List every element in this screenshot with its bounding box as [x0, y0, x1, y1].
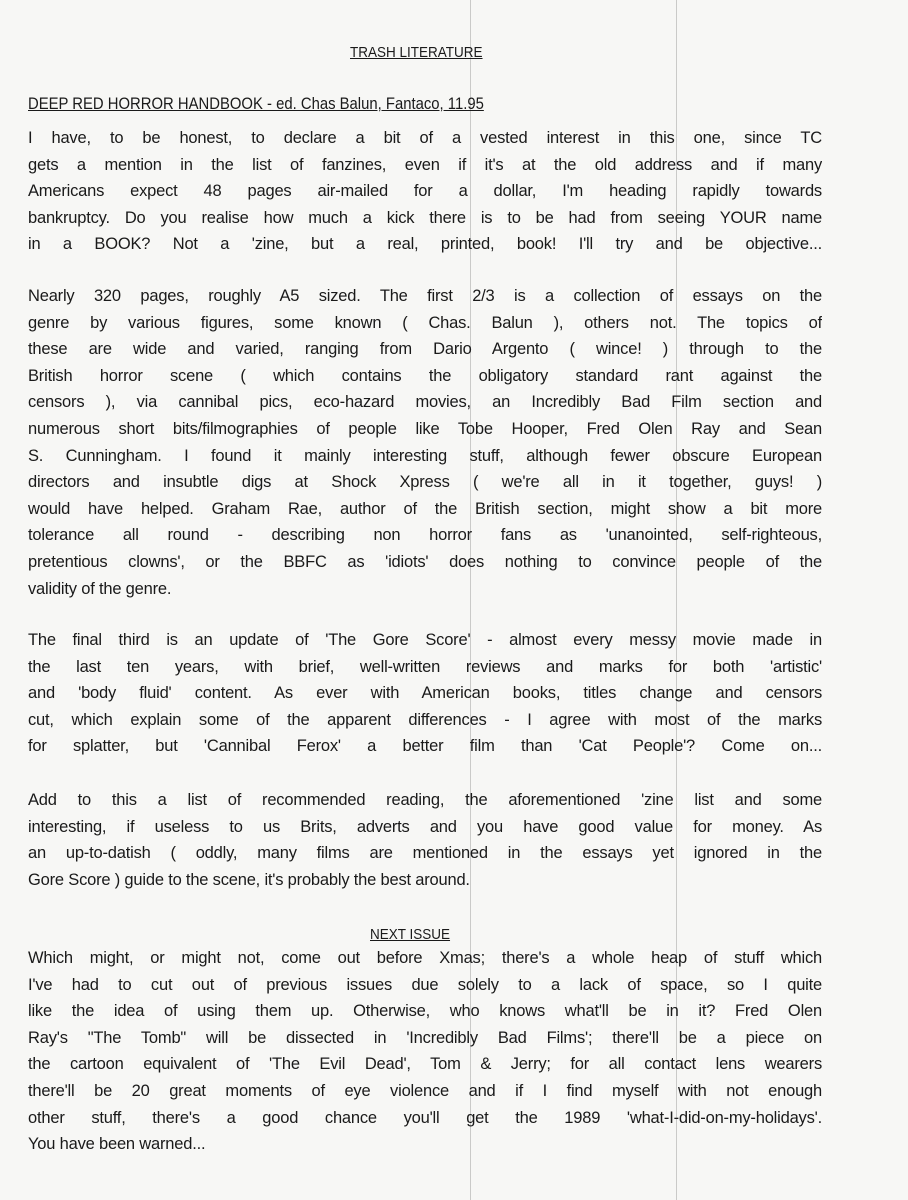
text-line: there'll be 20 great moments of eye violence and if I find myself with not enough — [28, 1081, 822, 1100]
paragraph-4 — [28, 787, 822, 893]
text-line: Nearly 320 pages, roughly A5 sized. The first 2/3 is a collection of essays on the — [28, 287, 822, 305]
text-line: other stuff, there's a good chance you'll get the 1989 'what-I-did-on-my-holidays'. — [28, 1108, 822, 1127]
text-line: British horror scene ( which contains the obligatory standard rant against the — [28, 366, 822, 385]
text-line: Which might, or might not, come out before Xmas; there's a whole heap of stuff which — [28, 949, 822, 967]
page-title: TRASH LITERATURE — [350, 44, 483, 61]
review-heading: DEEP RED HORROR HANDBOOK - ed. Chas Balun, Fantaco, 11.95 — [28, 95, 484, 113]
text-line: the last ten years, with brief, well-written reviews and marks for both 'artistic' — [28, 657, 822, 676]
text-line: for splatter, but 'Cannibal Ferox' a better film than 'Cat People'? Come on... — [28, 737, 822, 756]
next-issue-heading: NEXT ISSUE — [370, 926, 451, 943]
text-line: I have, to be honest, to declare a bit of a vested interest in this one, since TC — [28, 129, 822, 147]
text-line: bankruptcy. Do you realise how much a kick there is to be had from seeing YOUR name — [28, 208, 822, 227]
text-line: like the idea of using them up. Otherwise, who knows what'll be in it? Fred Olen — [28, 1002, 822, 1021]
text-line: in a BOOK? Not a 'zine, but a real, printed, book! I'll try and be objective... — [28, 235, 822, 254]
text-line: I've had to cut out of previous issues due solely to a lack of space, so I quite — [28, 975, 822, 994]
text-line: genre by various figures, some known ( Chas. Balun ), others not. The topics of — [28, 313, 822, 332]
text-line: would have helped. Graham Rae, author of the British section, might show a bit more — [28, 499, 822, 518]
text-line: pretentious clowns', or the BBFC as 'idiots' does nothing to convince people of the — [28, 552, 822, 571]
text-line: You have been warned... — [28, 1135, 206, 1154]
text-line: an up-to-datish ( oddly, many films are mentioned in the essays yet ignored in the — [28, 844, 822, 863]
text-line: and 'body fluid' content. As ever with American books, titles change and censors — [28, 684, 822, 703]
text-line: S. Cunningham. I found it mainly interesting stuff, although fewer obscure European — [28, 446, 822, 465]
paragraph-1 — [28, 125, 822, 258]
text-line: Ray's "The Tomb" will be dissected in 'Incredibly Bad Films'; there'll be a piece on — [28, 1028, 822, 1047]
text-line: directors and insubtle digs at Shock Xpress ( we're all in it together, guys! ) — [28, 473, 822, 492]
text-line: censors ), via cannibal pics, eco-hazard movies, an Incredibly Bad Film section and — [28, 393, 822, 412]
text-line: Add to this a list of recommended reading, the aforementioned 'zine list and some — [28, 791, 822, 809]
paragraph-3 — [28, 627, 822, 760]
text-line: tolerance all round - describing non horror fans as 'unanointed, self-righteous, — [28, 526, 822, 545]
text-line: the cartoon equivalent of 'The Evil Dead', Tom & Jerry; for all contact lens wearers — [28, 1055, 822, 1074]
paragraph-2 — [28, 283, 822, 602]
text-line: interesting, if useless to us Brits, adverts and you have good value for money. As — [28, 817, 822, 836]
text-line: gets a mention in the list of fanzines, even if it's at the old address and if many — [28, 155, 822, 174]
text-line: The final third is an update of 'The Gore Score' - almost every messy movie made in — [28, 631, 822, 649]
text-line: cut, which explain some of the apparent differences - I agree with most of the marks — [28, 710, 822, 729]
text-line: validity of the genre. — [28, 579, 172, 598]
text-line: these are wide and varied, ranging from Dario Argento ( wince! ) through to the — [28, 340, 822, 359]
next-issue-paragraph — [28, 945, 822, 1158]
text-line: numerous short bits/filmographies of people like Tobe Hooper, Fred Olen Ray and Sean — [28, 419, 822, 438]
text-line: Americans expect 48 pages air-mailed for a dollar, I'm heading rapidly towards — [28, 182, 822, 201]
text-line: Gore Score ) guide to the scene, it's probably the best around. — [28, 870, 470, 889]
